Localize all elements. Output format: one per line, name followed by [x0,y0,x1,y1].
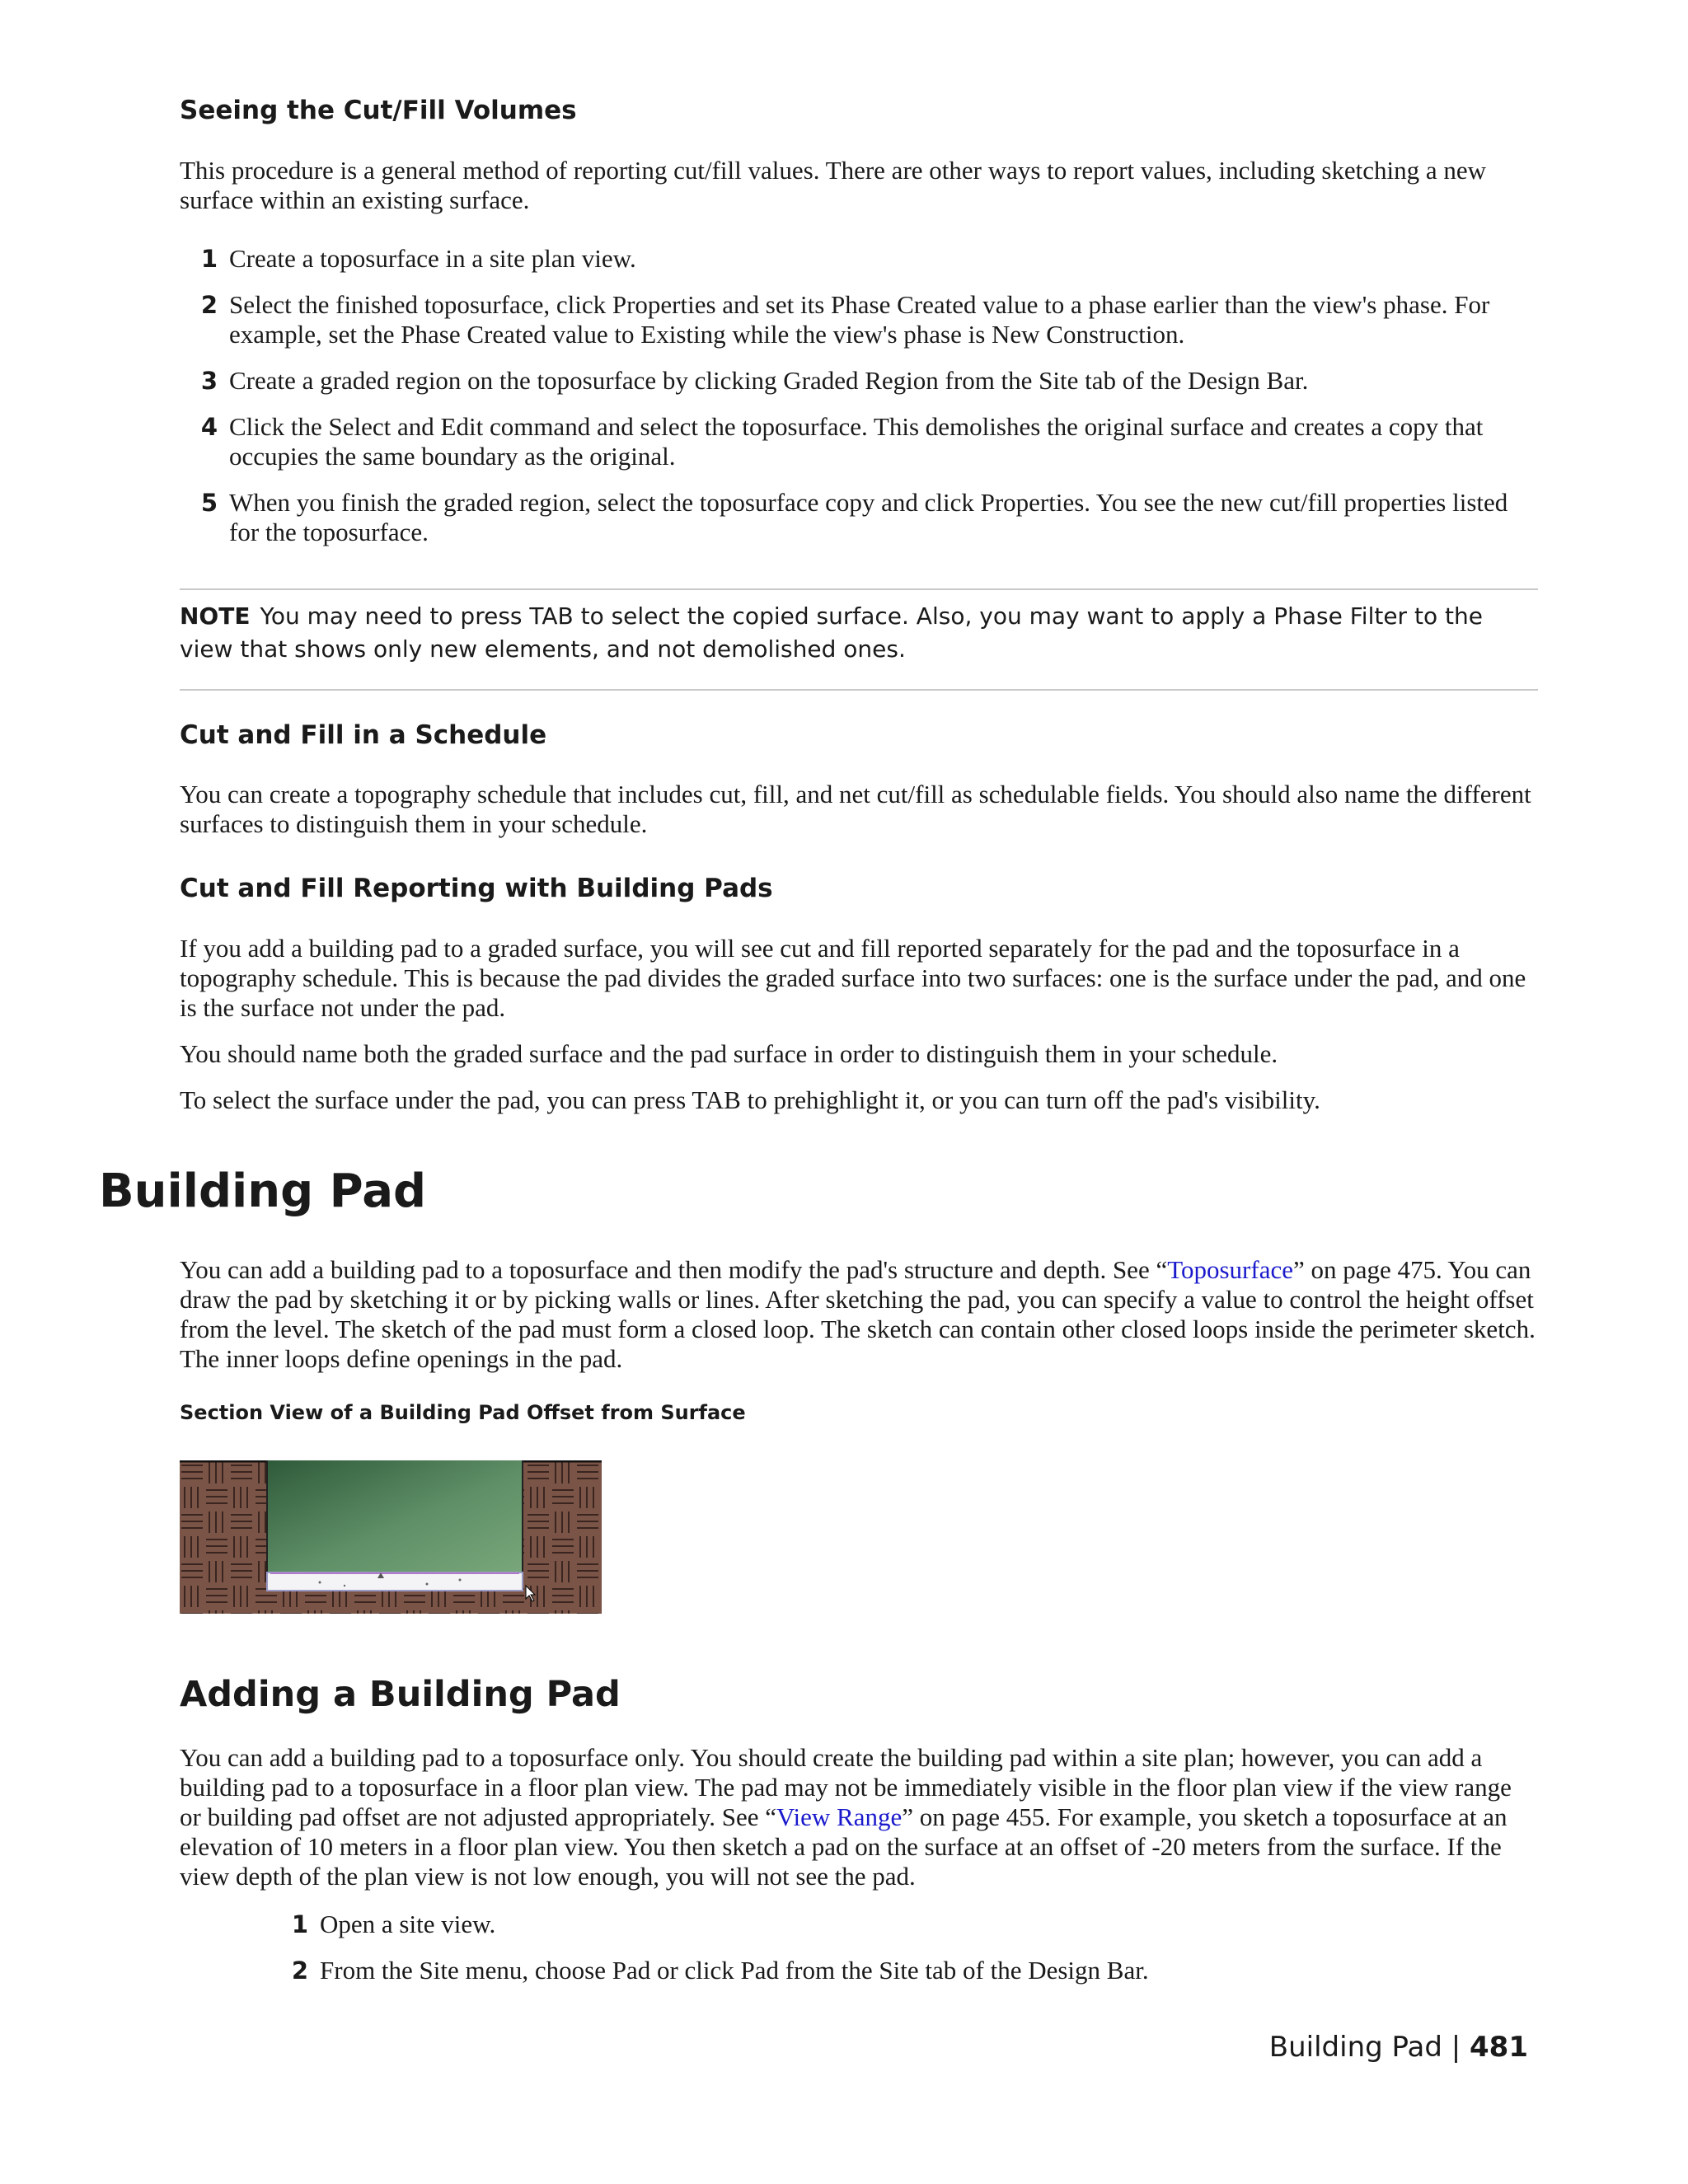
page-title: Building Pad [99,1165,427,1218]
section-view-illustration [180,1460,602,1614]
section-adding-building-pad [180,1673,1538,1716]
pad-cut-region [267,1460,523,1572]
step-item [270,1956,1540,1985]
section-view-figure [180,1460,602,1614]
step-text: When you finish the graded region, select the toposurface copy and click Properties. You see the new cut/fill properties listed for the toposurface. [229,488,1508,546]
note-text: You may need to press TAB to select the copied surface. Also, you may want to apply a Phase Filter to the view that shows only new elements, and not demolished ones. [180,602,1483,663]
text-run: ” on page 475. You can draw the pad by sketching it or by picking walls or lines. After sketching the pad, you can specify a value to control the height offset from the level. The sketch of the pad must form a closed loop. The sketch can contain other closed loops inside the perimeter sketch. The inner loops define openings in the pad. [180,1255,1536,1373]
text-run: You can add a building pad to a toposurface only. You should create the building pad within a site plan; however, you can add a building pad to a toposurface in a floor plan view. The pad may not be immediately visible in the floor plan view if the view range or building pad offset are not adjusted appropriately. See “ [180,1743,1512,1831]
paragraph: You should name both the graded surface and the pad surface in order to distinguish them in your schedule. [180,1039,1278,1068]
section-cut-fill-schedule [180,719,1538,752]
schedule-paragraph [180,780,1538,839]
step-text: Select the finished toposurface, click Properties and set its Phase Created value to a phase earlier than the view's phase. For example, set the Phase Created value to Existing while the view's phase is New Construction. [229,290,1490,349]
note-bottom-rule [180,689,1538,691]
paragraph [180,1255,1538,1374]
section-heading: Cut and Fill Reporting with Building Pads [180,874,773,903]
footer-section-name: Building Pad [1268,2031,1442,2064]
adding-steps [270,1910,1540,1985]
paragraph: To select the surface under the pad, you can press TAB to prehighlight it, or you can turn off the pad's visibility. [180,1085,1320,1114]
chapter-heading-building-pad [99,1165,1500,1218]
step-text: Click the Select and Edit command and select the toposurface. This demolishes the original surface and creates a copy that occupies the same boundary as the original. [229,412,1484,471]
note-top-rule [180,588,1538,590]
step-number: 1 [200,245,218,273]
adding-paragraph [180,1743,1538,1891]
step-item [180,366,1538,396]
intro-paragraph [180,156,1538,215]
step-number: 2 [291,1957,308,1985]
paragraph: If you add a building pad to a graded surface, you will see cut and fill reported separately for the pad and the toposurface in a topography schedule. This is because the pad divides the graded surface into two surfaces: one is the surface under the pad, and one is the surface not under the pad. [180,934,1526,1022]
building-pad-paragraph [180,1255,1538,1374]
paragraph: This procedure is a general method of reporting cut/fill values. There are other ways to report values, including sketching a new surface within an existing surface. [180,156,1487,214]
page-number: 481 [1470,2031,1528,2064]
step-number: 5 [200,489,218,517]
step-number: 3 [200,367,218,395]
building-pad-slab[interactable] [267,1572,523,1591]
step-item [270,1910,1540,1939]
step-item [180,488,1538,547]
step-text: Open a site view. [320,1910,496,1938]
page-footer [1269,2029,1528,2065]
step-item [180,290,1538,349]
text-run: You can add a building pad to a toposurface and then modify the pad's structure and depth. See “ [180,1255,1168,1284]
section-heading: Seeing the Cut/Fill Volumes [180,96,577,125]
step-text: Create a toposurface in a site plan view. [229,244,636,273]
step-item [180,244,1538,274]
reporting-paragraphs [180,934,1538,1115]
section-heading: Cut and Fill in a Schedule [180,720,547,750]
toposurface-link[interactable]: Toposurface [1167,1255,1293,1284]
step-number: 4 [200,413,218,441]
note-box [180,600,1538,666]
procedure-steps [180,244,1538,547]
step-number: 2 [200,291,218,319]
section-title: Adding a Building Pad [180,1674,621,1715]
paragraph [180,1743,1538,1891]
step-text: From the Site menu, choose Pad or click Pad from the Site tab of the Design Bar. [320,1956,1149,1985]
paragraph: You can create a topography schedule that includes cut, fill, and net cut/fill as schedulable fields. You should also name the different surfaces to distinguish them in your schedule. [180,780,1531,838]
section-building-pads-reporting [180,872,1538,905]
step-item [180,412,1538,471]
text-run: ” on page 455. For example, you sketch a toposurface at an elevation of 10 meters in a floor plan view. You then sketch a pad on the surface at an offset of -20 meters from the surface. If the view depth of the plan view is not low enough, you will not see the pad. [180,1802,1507,1891]
footer-separator: | [1451,2031,1461,2064]
view-range-link[interactable]: View Range [776,1802,903,1831]
section-cut-fill-volumes [180,94,1538,127]
figure-caption: Section View of a Building Pad Offset from Surface [180,1401,746,1424]
note-label: NOTE [180,602,251,630]
step-text: Create a graded region on the toposurface by clicking Graded Region from the Site tab of the Design Bar. [229,366,1309,395]
step-number: 1 [291,1910,308,1938]
